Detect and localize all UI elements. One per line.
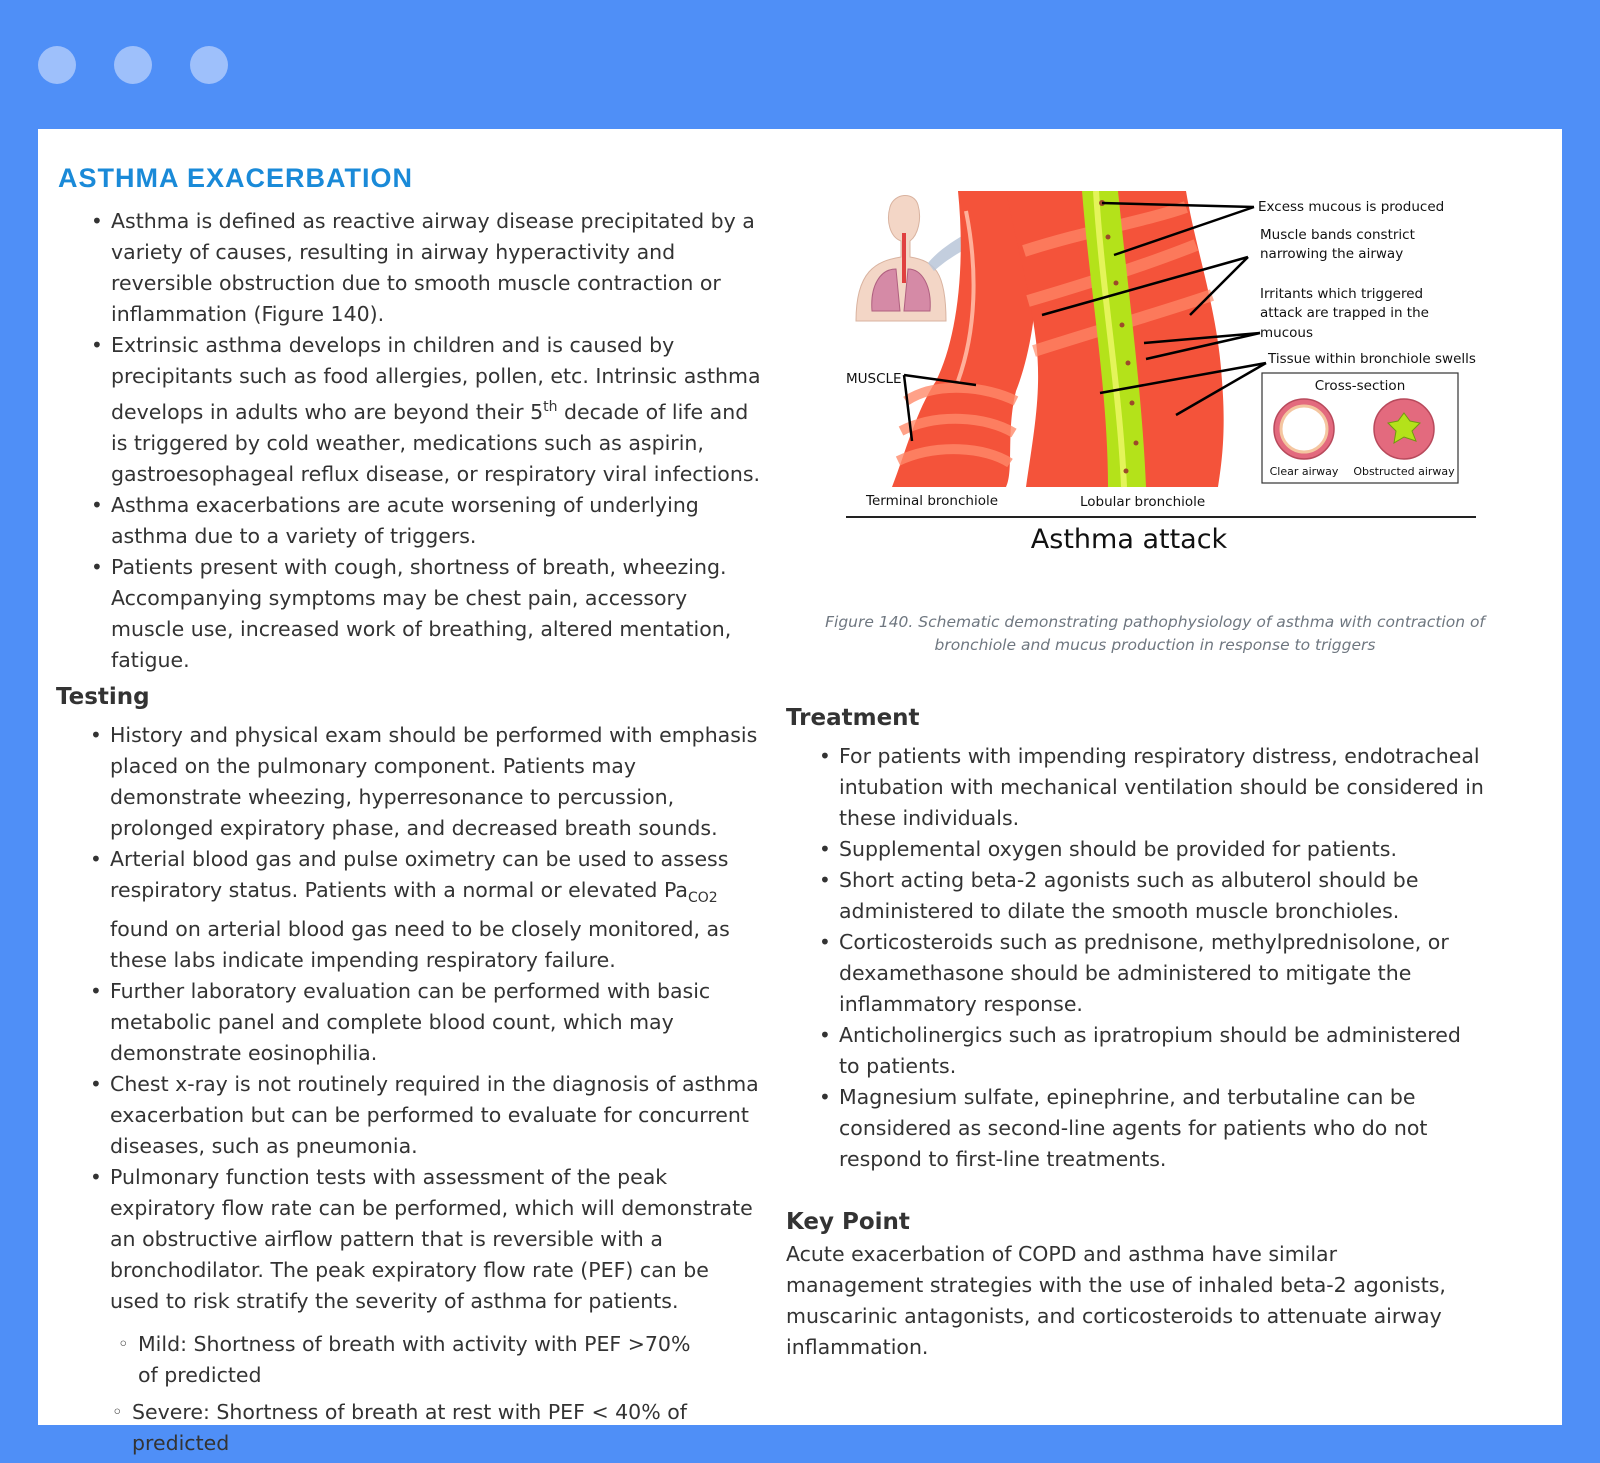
document-page <box>38 129 1562 1455</box>
right-column <box>786 705 1530 1363</box>
irritants-label: mucous <box>1260 325 1313 341</box>
cross-section-label: Cross-section <box>1314 378 1406 394</box>
list-item: • Patients present with cough, shortness of breath, wheezing. Accompanying symptoms may be chest pain, accessory muscle use, increased work of breathing, altered mentation, fatigue. <box>111 552 761 676</box>
muscle-label: MUSCLE <box>846 371 902 387</box>
muscle-bands-label: narrowing the airway <box>1260 246 1404 262</box>
list-item: • Anticholinergics such as ipratropium should be administered to patients. <box>839 1020 1484 1082</box>
irritants-label: Irritants which triggered <box>1260 286 1424 302</box>
list-item: • History and physical exam should be performed with emphasis placed on the pulmonary component. Patients may demonstrate wheezing, hyperresonance to percussion, prolonged expiratory phase, and decreased breath sounds. <box>110 720 760 844</box>
key-point-heading: Key Point <box>786 1209 910 1235</box>
list-item: • Asthma is defined as reactive airway disease precipitated by a variety of causes, resulting in airway hyperactivity and reversible obstruction due to smooth muscle contraction or inflammation (Figure 140). <box>111 206 761 330</box>
cross-section-box <box>1262 373 1458 483</box>
tissue-label: Tissue within bronchiole swells <box>1268 351 1476 367</box>
list-item: • Pulmonary function tests with assessment of the peak expiratory flow rate can be performed, which will demonstrate an obstructive airflow pattern that is reversible with a bronchodilator. The peak expiratory flow rate (PEF) can be used to risk stratify the severity of asthma for patients. <box>110 1162 760 1317</box>
list-item: • Asthma exacerbations are acute worsening of underlying asthma due to a variety of triggers. <box>111 490 761 552</box>
terminal-bronchiole-label: Terminal bronchiole <box>866 493 999 509</box>
list-item: • Further laboratory evaluation can be performed with basic metabolic panel and complete blood count, which may demonstrate eosinophilia. <box>110 976 760 1069</box>
testing-heading: Testing <box>56 683 150 710</box>
list-item: • Short acting beta-2 agonists such as albuterol should be administered to dilate the smooth muscle bronchioles. <box>839 865 1484 927</box>
muscle-bands-label: Muscle bands constrict <box>1260 227 1415 243</box>
list-item: • Arterial blood gas and pulse oximetry can be used to assess respiratory status. Patients with a normal or elevated $Pa_{CO2}$ found on arterial blood gas need to be closely monitored, as these labs indicate impending respiratory failure. <box>110 844 760 976</box>
list-item: • For patients with impending respiratory distress, endotracheal intubation with mechanical ventilation should be considered in these individuals. <box>839 741 1484 834</box>
asthma-attack-figure <box>846 191 1478 561</box>
window-title-bar <box>0 0 1600 129</box>
excess-mucous-label: Excess mucous is produced <box>1258 199 1445 215</box>
list-item: ◦ Severe: Shortness of breath at rest with PEF < 40% of predicted <box>132 1397 772 1459</box>
clear-airway-label: Clear airway <box>1269 465 1339 478</box>
list-item: ◦ Mild: Shortness of breath with activity with PEF >70% of predicted <box>138 1329 698 1391</box>
window-close-button[interactable] <box>38 46 76 84</box>
list-item: • Extrinsic asthma develops in children and is caused by precipitants such as food allergies, pollen, etc. Intrinsic asthma develops in adults who are beyond their 5th decade of life and is triggered by cold weather, medications such as aspirin, gastroesophageal reflux disease, or respiratory viral infections. <box>111 330 761 490</box>
list-item: • Magnesium sulfate, epinephrine, and terbutaline can be considered as second-line agents for patients who do not respond to first-line treatments. <box>839 1082 1484 1175</box>
treatment-heading: Treatment <box>786 705 920 731</box>
testing-list <box>110 720 760 1317</box>
list-item: • Corticosteroids such as prednisone, methylprednisolone, or dexamethasone should be administered to mitigate the inflammatory response. <box>839 927 1484 1020</box>
list-item: • Chest x-ray is not routinely required in the diagnosis of asthma exacerbation but can be performed to evaluate for concurrent diseases, such as pneumonia. <box>110 1069 760 1162</box>
treatment-list <box>839 741 1484 1175</box>
irritants-label: attack are trapped in the <box>1260 305 1429 321</box>
severity-list <box>132 1397 772 1459</box>
severity-list <box>138 1329 698 1391</box>
obstructed-airway-label: Obstructed airway <box>1353 465 1455 478</box>
figure-caption: Figure 140. Schematic demonstrating pathophysiology of asthma with contraction of bronchiole and mucus production in response to triggers <box>825 613 1485 654</box>
figure-title: Asthma attack <box>1030 524 1228 555</box>
key-point-text: Acute exacerbation of COPD and asthma have similar management strategies with the use of inhaled beta-2 agonists, muscarinic antagonists, and corticosteroids to attenuate airway inflammation. <box>786 1242 1446 1359</box>
window-minimize-button[interactable] <box>114 46 152 84</box>
list-item: • Supplemental oxygen should be provided for patients. <box>839 834 1484 865</box>
left-column <box>56 163 786 1459</box>
window-maximize-button[interactable] <box>190 46 228 84</box>
lobular-bronchiole-label: Lobular bronchiole <box>1080 494 1206 510</box>
page-title: ASTHMA EXACERBATION <box>58 163 413 193</box>
intro-list <box>111 206 761 676</box>
